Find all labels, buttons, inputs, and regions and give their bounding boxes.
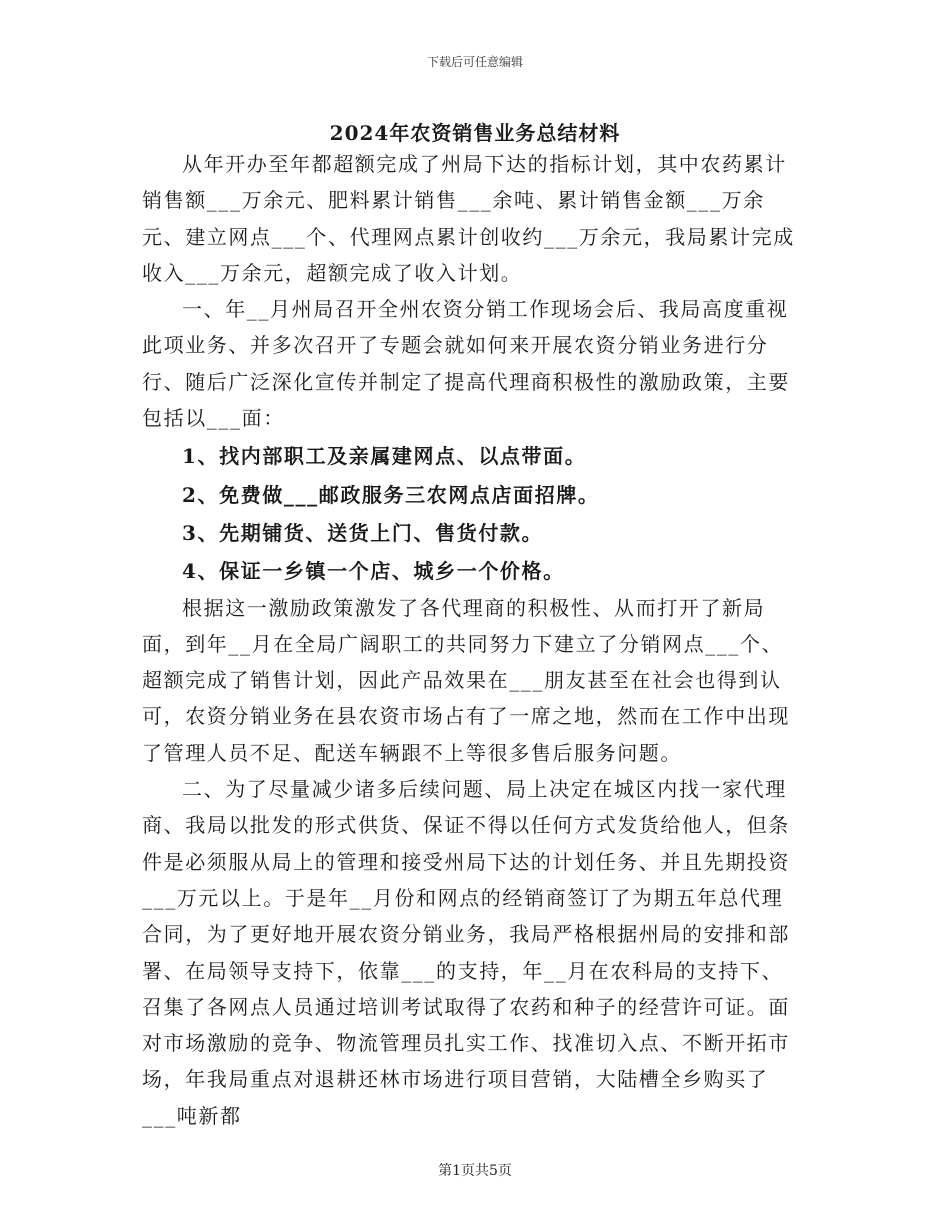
list-item-2: 2、免费做___邮政服务三农网点店面招牌。 bbox=[182, 482, 600, 507]
list-item-3: 3、先期铺货、送货上门、售货付款。 bbox=[182, 520, 544, 545]
paragraph-section-one: 一、年__月州局召开全州农资分销工作现场会后、我局高度重视此项业务、并多次召开了专题会就如何来开展农资分销业务进行分行、随后广泛深化宣传并制定了提高代理商积极性的激励政策，主要包括以___面： bbox=[142, 297, 790, 431]
page-number: 第1页共5页 bbox=[438, 1163, 512, 1179]
paragraph-results: 根据这一激励政策激发了各代理商的积极性、从而打开了新局面，到年__月在全局广阔职工的共同努力下建立了分销网点___个、超额完成了销售计划，因此产品效果在___朋友甚至在社会也得到认可，农资分销业务在县农资市场占有了一席之地，然而在工作中出现了管理人员不足、配送车辆跟不上等很多售后服务问题。 bbox=[142, 595, 790, 765]
paragraph-intro: 从年开办至年都超额完成了州局下达的指标计划，其中农药累计销售额___万余元、肥料累计销售___余吨、累计销售金额___万余元、建立网点___个、代理网点累计创收约___万余元，我局累计完成收入___万余元，超额完成了收入计划。 bbox=[142, 152, 795, 285]
document-body bbox=[142, 146, 802, 1134]
page-header-note: 下载后可任意编辑 bbox=[426, 55, 523, 69]
document-title: 2024年农资销售业务总结材料 bbox=[329, 121, 621, 145]
paragraph-section-two: 二、为了尽量减少诸多后续问题、局上决定在城区内找一家代理商、我局以批发的形式供货、保证不得以任何方式发货给他人，但条件是必须服从局上的管理和接受州局下达的计划任务、并且先期投资___万元以上。于是年__月份和网点的经销商签订了为期五年总代理合同，为了更好地开展农资分销业务，我局严格根据州局的安排和部署、在局领导支持下，依靠___的支持，年__月在农科局的支持下、召集了各网点人员通过培训考试取得了农药和种子的经营许可证。面对市场激励的竞争、物流管理员扎实工作、找准切入点、不断开拓市场，年我局重点对退耕还林市场进行项目营销，大陆槽全乡购买了___吨新都 bbox=[142, 777, 790, 1128]
list-item-4: 4、保证一乡镇一个店、城乡一个价格。 bbox=[182, 559, 565, 584]
list-item-1: 1、找内部职工及亲属建网点、以点带面。 bbox=[182, 444, 587, 469]
